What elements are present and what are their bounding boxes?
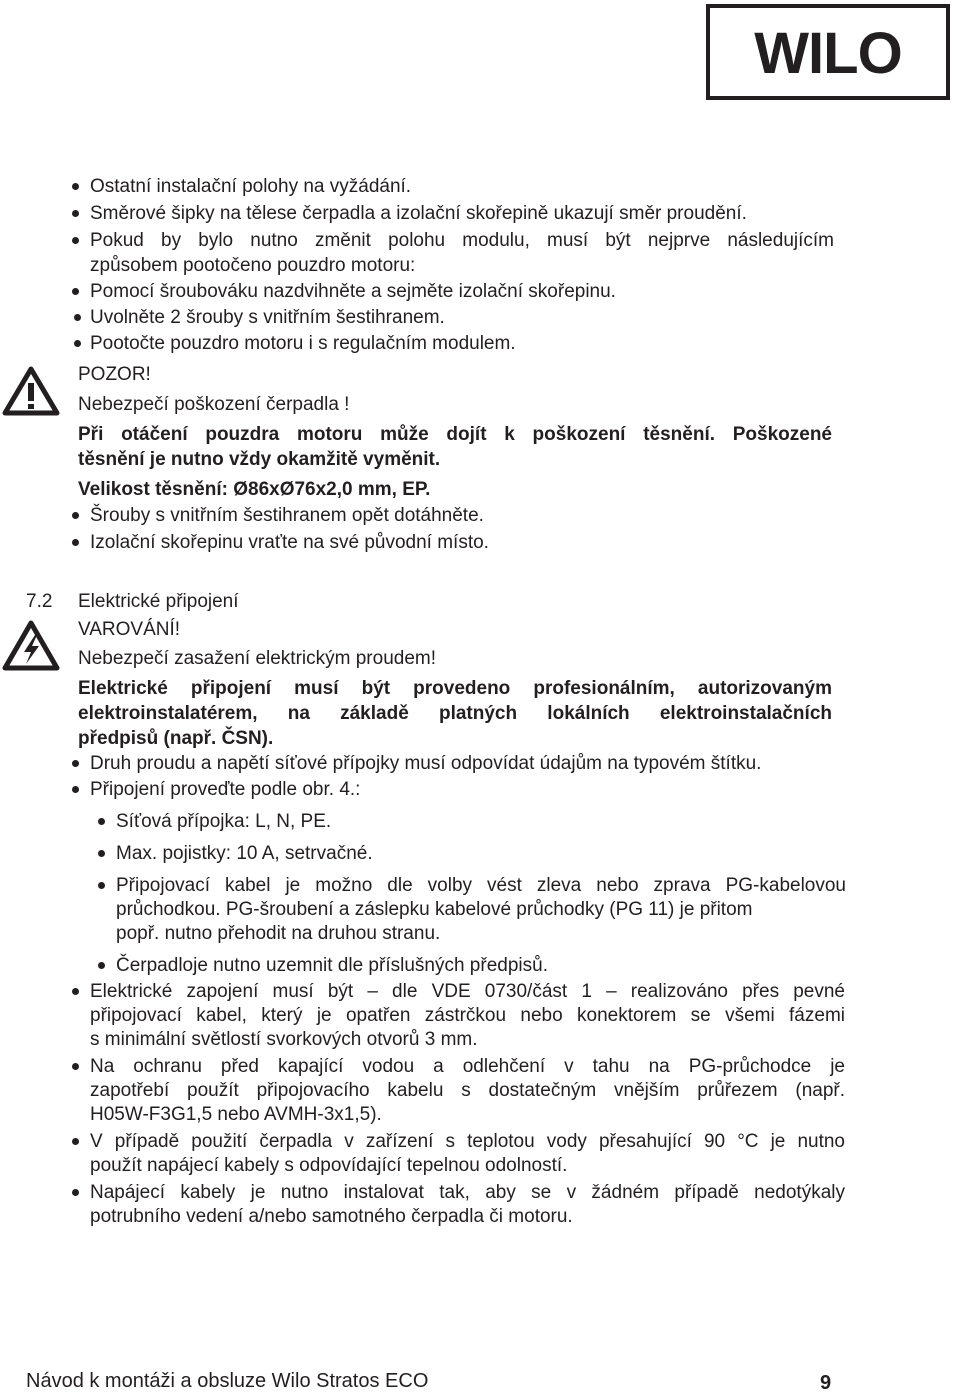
list-item: V případě použití čerpadla v zařízení s teplotou vody přesahující 90 °C je nutno [90,1131,845,1152]
list-item: Směrové šipky na tělese čerpadla a izolační skořepině ukazují směr proudění. [90,203,747,224]
bullet-icon [72,988,79,995]
bullet-icon [72,1189,79,1196]
list-item: Napájecí kabely je nutno instalovat tak, aby se v žádném případě nedotýkaly [90,1182,845,1203]
list-item-continued: s minimální světlostí svorkových otvorů 3 mm. [90,1029,478,1050]
list-item-continued: připojovací kabel, který je opatřen zástrčkou nebo konektorem se všemi fázemi [90,1005,845,1026]
list-item-continued: použít napájecí kabely s odpovídající tepelnou odolností. [90,1155,568,1176]
sub-list-item: Max. pojistky: 10 A, setrvačné. [116,843,373,864]
bullet-icon [72,760,79,767]
list-item: Elektrické zapojení musí být – dle VDE 0730/část 1 – realizováno přes pevné [90,981,845,1002]
bullet-icon [72,539,79,546]
bullet-icon [98,818,105,825]
list-item-continued: způsobem pootočeno pouzdro motoru: [90,255,416,276]
footer-title: Návod k montáži a obsluze Wilo Stratos ECO [26,1370,429,1392]
bullet-icon [98,850,105,857]
list-item: Izolační skořepinu vraťte na své původní místo. [90,532,489,553]
sub-list-item-continued: průchodkou. PG-šroubení a záslepku kabelové průchodky (PG 11) je přitom [116,899,753,920]
bullet-icon [74,340,81,347]
sub-list-item-continued: popř. nutno přehodit na druhou stranu. [116,923,441,944]
list-item: Druh proudu a napětí síťové přípojky musí odpovídat údajům na typovém štítku. [90,753,762,774]
list-item-continued: potrubního vedení a/nebo samotného čerpadla či motoru. [90,1206,573,1227]
warning-text-continued: předpisů (např. ČSN). [78,728,274,749]
bullet-icon [98,882,105,889]
wilo-logo-mark [721,23,935,81]
electric-hazard-icon [2,620,60,672]
caution-text-continued: těsnění je nutno vždy okamžitě vyměnit. [78,449,441,470]
caution-title: POZOR! [78,364,151,385]
list-item-continued: H05W-F3G1,5 nebo AVMH-3x1,5). [90,1104,382,1125]
bullet-icon [72,183,79,190]
bullet-icon [74,314,81,321]
sub-list-item: Připojovací kabel je možno dle volby vést zleva nebo zprava PG-kabelovou [116,875,846,896]
list-item-continued: zapotřebí použít připojovacího kabelu s dostatečným vnějším průřezem (např. [90,1080,845,1101]
bullet-icon [72,1063,79,1070]
bullet-icon [72,512,79,519]
logo-text: WILO [754,23,902,81]
wilo-logo [706,4,950,100]
list-item: Ostatní instalační polohy na vyžádání. [90,176,412,197]
list-item: Připojení proveďte podle obr. 4.: [90,779,361,800]
warning-subtitle: Nebezpečí zasažení elektrickým proudem! [78,648,436,669]
warning-text: Elektrické připojení musí být provedeno profesionálním, autorizovaným [78,678,832,699]
bullet-icon [72,288,79,295]
bullet-icon [72,786,79,793]
warning-text-continued: elektroinstalatérem, na základě platných lokálních elektroinstalačních [78,703,832,724]
list-item: Šrouby s vnitřním šestihranem opět dotáhněte. [90,505,484,526]
section-title: Elektrické připojení [78,591,239,612]
section-number: 7.2 [26,591,53,612]
warning-title: VAROVÁNÍ! [78,619,181,640]
caution-subtitle: Nebezpečí poškození čerpadla ! [78,394,350,415]
list-item: Pootočte pouzdro motoru i s regulačním modulem. [90,333,516,354]
bullet-icon [72,237,79,244]
sub-list-item: Síťová přípojka: L, N, PE. [116,811,332,832]
list-item: Uvolněte 2 šrouby s vnitřním šestihranem. [90,307,445,328]
caution-text: Při otáčení pouzdra motoru může dojít k poškození těsnění. Poškozené [78,424,832,445]
bullet-icon [72,1138,79,1145]
bullet-icon [72,210,79,217]
list-item: Na ochranu před kapající vodou a odlehčení v tahu na PG-průchodce je [90,1056,845,1077]
bullet-icon [98,962,105,969]
seal-size-note: Velikost těsnění: Ø86xØ76x2,0 mm, EP. [78,479,431,500]
sub-list-item: Čerpadloje nutno uzemnit dle příslušných předpisů. [116,955,548,976]
warning-triangle-icon [2,366,60,416]
list-item: Pomocí šroubováku nazdvihněte a sejměte izolační skořepinu. [90,281,616,302]
list-item: Pokud by bylo nutno změnit polohu modulu, musí být nejprve následujícím [90,230,834,251]
page-number: 9 [820,1372,832,1394]
